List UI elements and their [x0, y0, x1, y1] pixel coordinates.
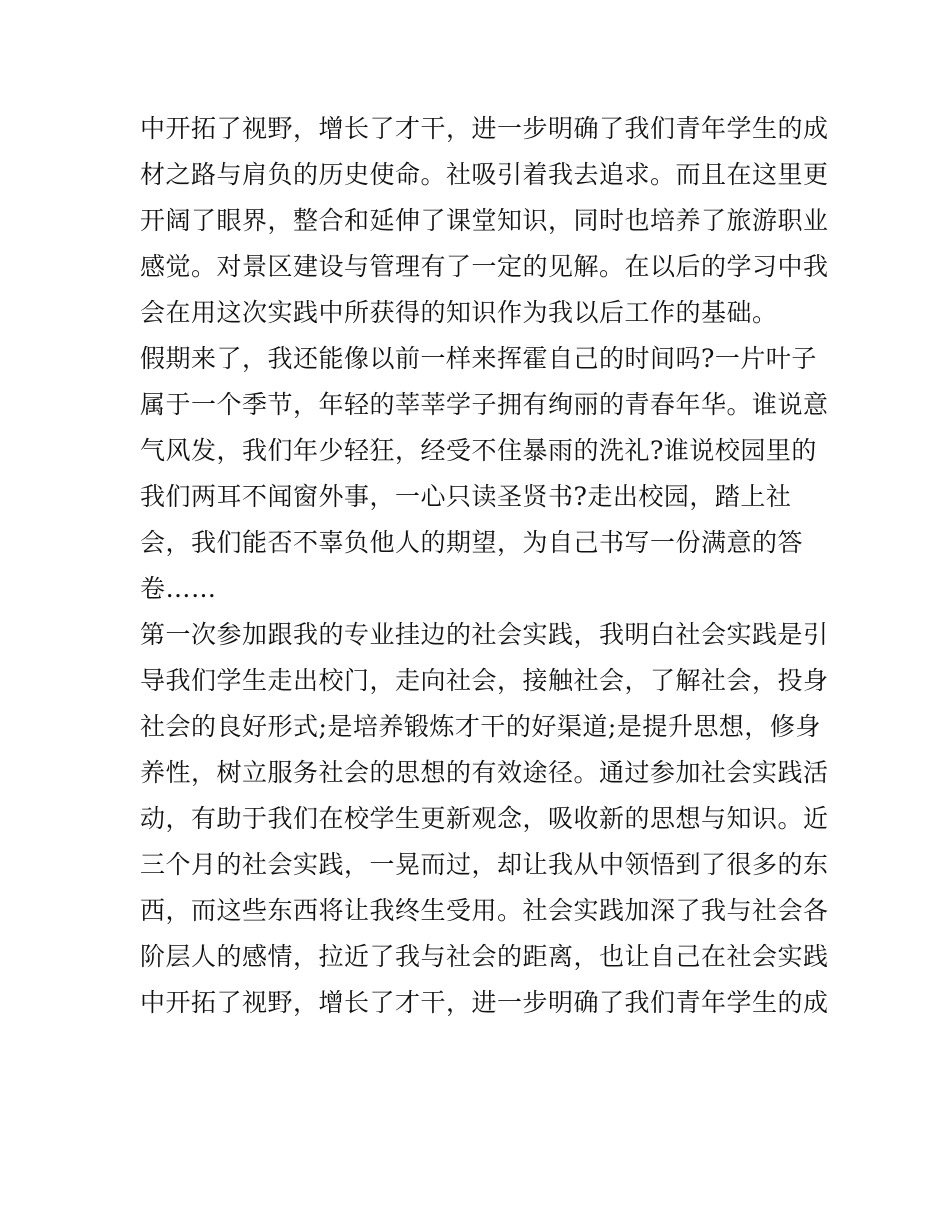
text-line: 属于一个季节，年轻的莘莘学子拥有绚丽的青春年华。谁说意 — [140, 390, 829, 419]
text-line: 社会的良好形式;是培养锻炼才干的好渠道;是提升思想，修身 — [140, 712, 821, 741]
text-line: 三个月的社会实践，一晃而过，却让我从中领悟到了很多的东 — [140, 850, 829, 879]
text-line: 会在用这次实践中所获得的知识作为我以后工作的基础。 — [140, 298, 778, 327]
text-line: 西，而这些东西将让我终生受用。社会实践加深了我与社会各 — [140, 896, 829, 925]
text-line: 养性，树立服务社会的思想的有效途径。通过参加社会实践活 — [140, 758, 829, 787]
text-line: 中开拓了视野，增长了才干，进一步明确了我们青年学生的成 — [140, 114, 829, 143]
text-line: 会，我们能否不辜负他人的期望，为自己书写一份满意的答 — [140, 528, 804, 557]
text-line: 阶层人的感情，拉近了我与社会的距离，也让自己在社会实践 — [140, 942, 829, 971]
text-line: 假期来了，我还能像以前一样来挥霍自己的时间吗?一片叶子 — [140, 344, 817, 373]
text-line: 开阔了眼界，整合和延伸了课堂知识，同时也培养了旅游职业 — [140, 206, 829, 235]
text-line: 导我们学生走出校门，走向社会，接触社会，了解社会，投身 — [140, 666, 829, 695]
text-line: 感觉。对景区建设与管理有了一定的见解。在以后的学习中我 — [140, 252, 829, 281]
text-line: 气风发，我们年少轻狂，经受不住暴雨的洗礼?谁说校园里的 — [140, 436, 817, 465]
text-line: 我们两耳不闻窗外事，一心只读圣贤书?走出校园，踏上社 — [140, 482, 792, 511]
text-line: 卷…… — [140, 574, 217, 603]
body-text — [140, 106, 830, 1026]
text-line: 第一次参加跟我的专业挂边的社会实践，我明白社会实践是引 — [140, 620, 829, 649]
text-line: 动，有助于我们在校学生更新观念，吸收新的思想与知识。近 — [140, 804, 829, 833]
text-line: 中开拓了视野，增长了才干，进一步明确了我们青年学生的成 — [140, 988, 829, 1017]
text-line: 材之路与肩负的历史使命。社吸引着我去追求。而且在这里更 — [140, 160, 829, 189]
